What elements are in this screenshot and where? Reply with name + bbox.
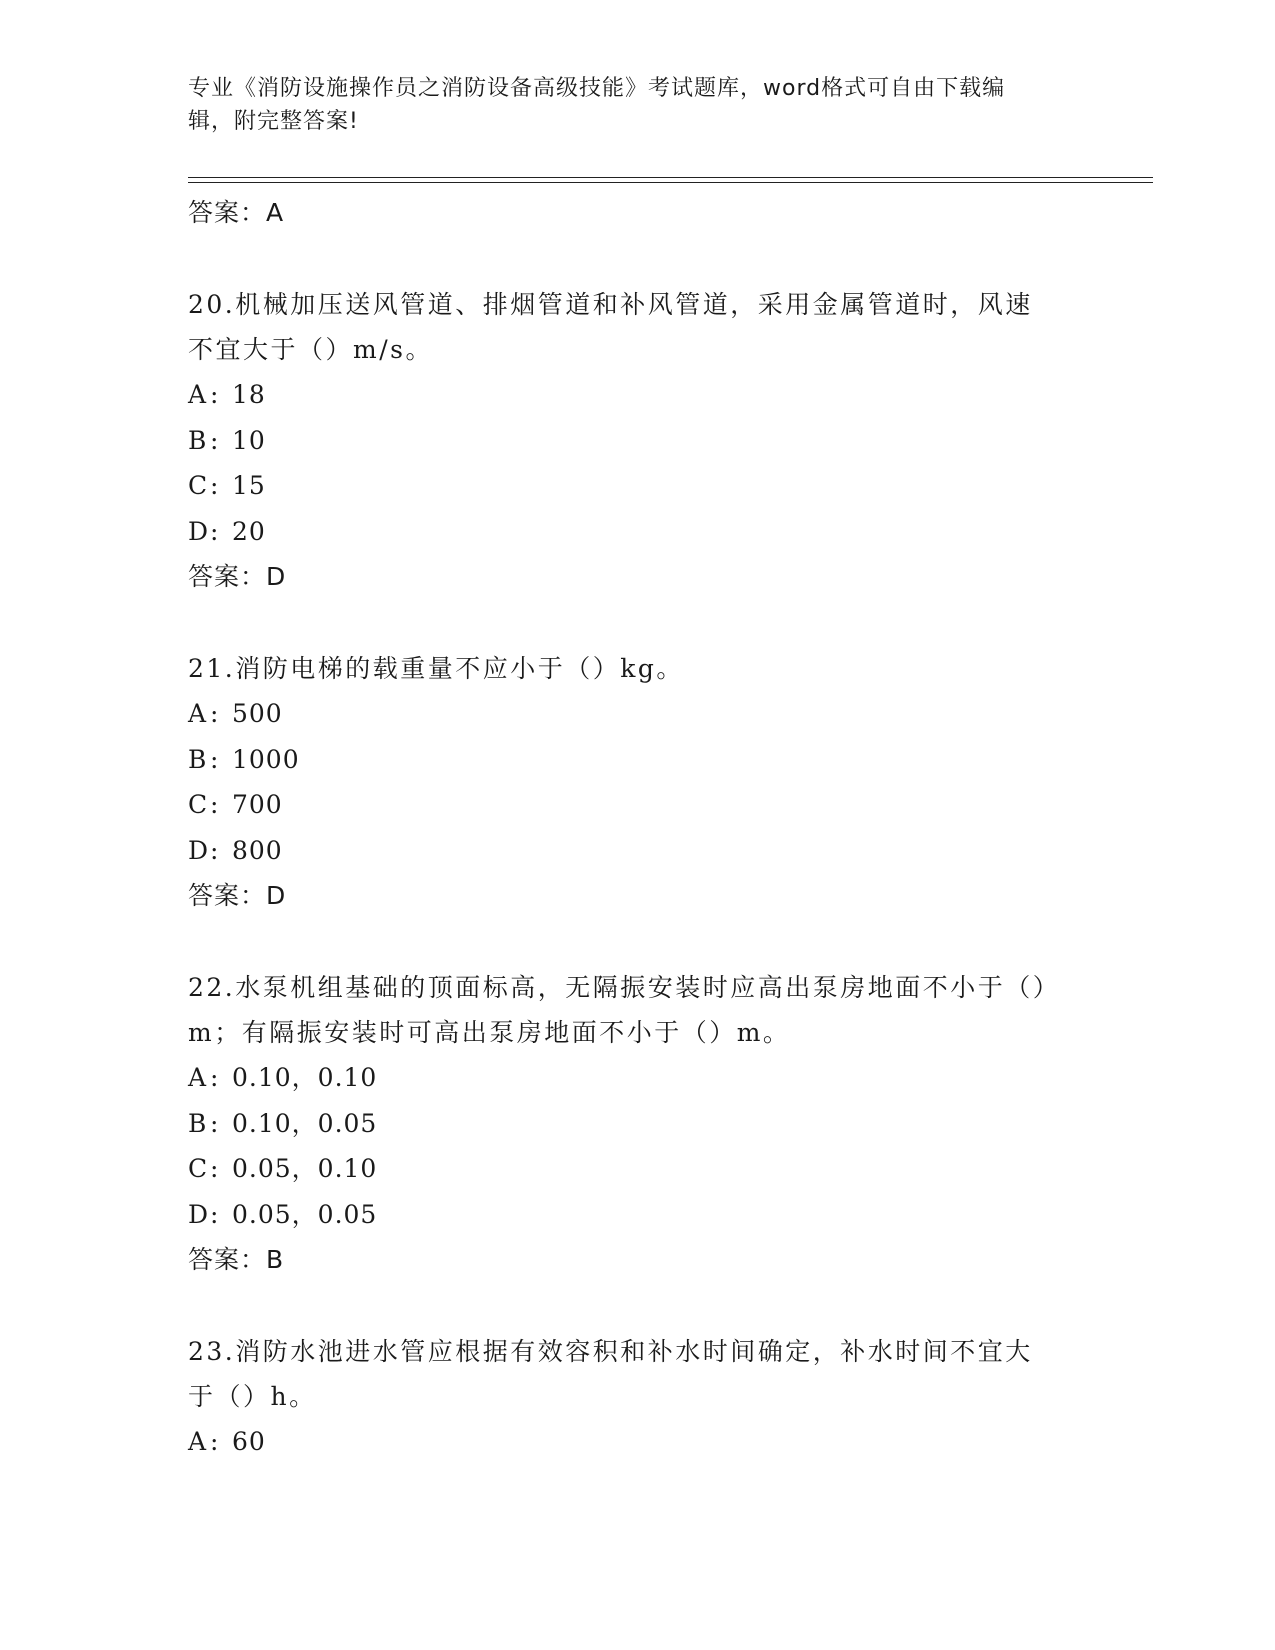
option-letter: C — [188, 471, 209, 500]
header-line-2: 辑，附完整答案! — [188, 109, 359, 134]
option-letter: C — [188, 790, 209, 819]
question-text: 20.机械加压送风管道、排烟管道和补风管道，采用金属管道时，风速不宜大于（）m/s。 — [188, 290, 1033, 364]
question-text: 22.水泵机组基础的顶面标高，无隔振安装时应高出泵房地面不小于（）m；有隔振安装时可高出泵房地面不小于（）m。 — [188, 973, 1048, 1047]
option-value: 0.10，0.10 — [232, 1063, 378, 1092]
option-value: 10 — [232, 425, 266, 455]
previous-answer: 答案：A — [188, 198, 285, 227]
option-value: 18 — [232, 380, 266, 409]
option-c: C: 15 — [188, 463, 1088, 509]
option-value: 1000 — [232, 744, 300, 774]
option-value: 0.05，0.05 — [232, 1199, 378, 1229]
question-block — [188, 965, 1088, 1282]
option-letter: A — [188, 1427, 208, 1456]
question-block — [188, 646, 1088, 918]
question-block — [188, 282, 1088, 599]
option-a: A : 18 — [188, 372, 1088, 418]
header-line-1: 专业《消防设施操作员之消防设备高级技能》考试题库，word格式可自由下载编 — [188, 76, 1006, 101]
option-c: C: 700 — [188, 782, 1088, 828]
option-c: C: 0.05，0.10 — [188, 1146, 1088, 1192]
option-value: 20 — [232, 516, 266, 546]
header-note — [188, 72, 1068, 138]
option-letter: D — [188, 835, 210, 865]
option-letter: B — [188, 1108, 208, 1138]
option-a: A : 60 — [188, 1419, 1088, 1465]
option-letter: C — [188, 1154, 209, 1183]
option-letter: B — [188, 425, 208, 455]
answer-line: 答案：B — [188, 1245, 285, 1274]
option-value: 800 — [232, 835, 283, 865]
option-a: A : 500 — [188, 691, 1088, 737]
option-letter: B — [188, 744, 208, 774]
answer-line: 答案：D — [188, 562, 287, 591]
option-value: 700 — [232, 790, 283, 819]
answer-line: 答案：D — [188, 881, 287, 910]
option-d: D: 800 — [188, 828, 1088, 874]
option-b: B : 1000 — [188, 737, 1088, 783]
option-value: 60 — [232, 1427, 266, 1456]
question-block — [188, 1329, 1088, 1465]
header-divider-top — [188, 177, 1153, 178]
option-a: A : 0.10，0.10 — [188, 1055, 1088, 1101]
question-list — [188, 190, 1088, 1465]
header-divider-bottom — [188, 182, 1153, 183]
option-b: B : 10 — [188, 418, 1088, 464]
option-letter: A — [188, 380, 208, 409]
option-letter: D — [188, 516, 210, 546]
option-value: 500 — [232, 699, 283, 728]
question-text: 21.消防电梯的载重量不应小于（）kg。 — [188, 654, 684, 683]
option-value: 0.05，0.10 — [232, 1154, 378, 1183]
option-d: D: 0.05，0.05 — [188, 1192, 1088, 1238]
option-letter: A — [188, 1063, 208, 1092]
option-d: D: 20 — [188, 509, 1088, 555]
question-text: 23.消防水池进水管应根据有效容积和补水时间确定，补水时间不宜大于（）h。 — [188, 1337, 1033, 1411]
option-value: 0.10，0.05 — [232, 1108, 378, 1138]
option-b: B : 0.10，0.05 — [188, 1101, 1088, 1147]
option-letter: A — [188, 699, 208, 728]
option-letter: D — [188, 1199, 210, 1229]
option-value: 15 — [232, 471, 266, 500]
